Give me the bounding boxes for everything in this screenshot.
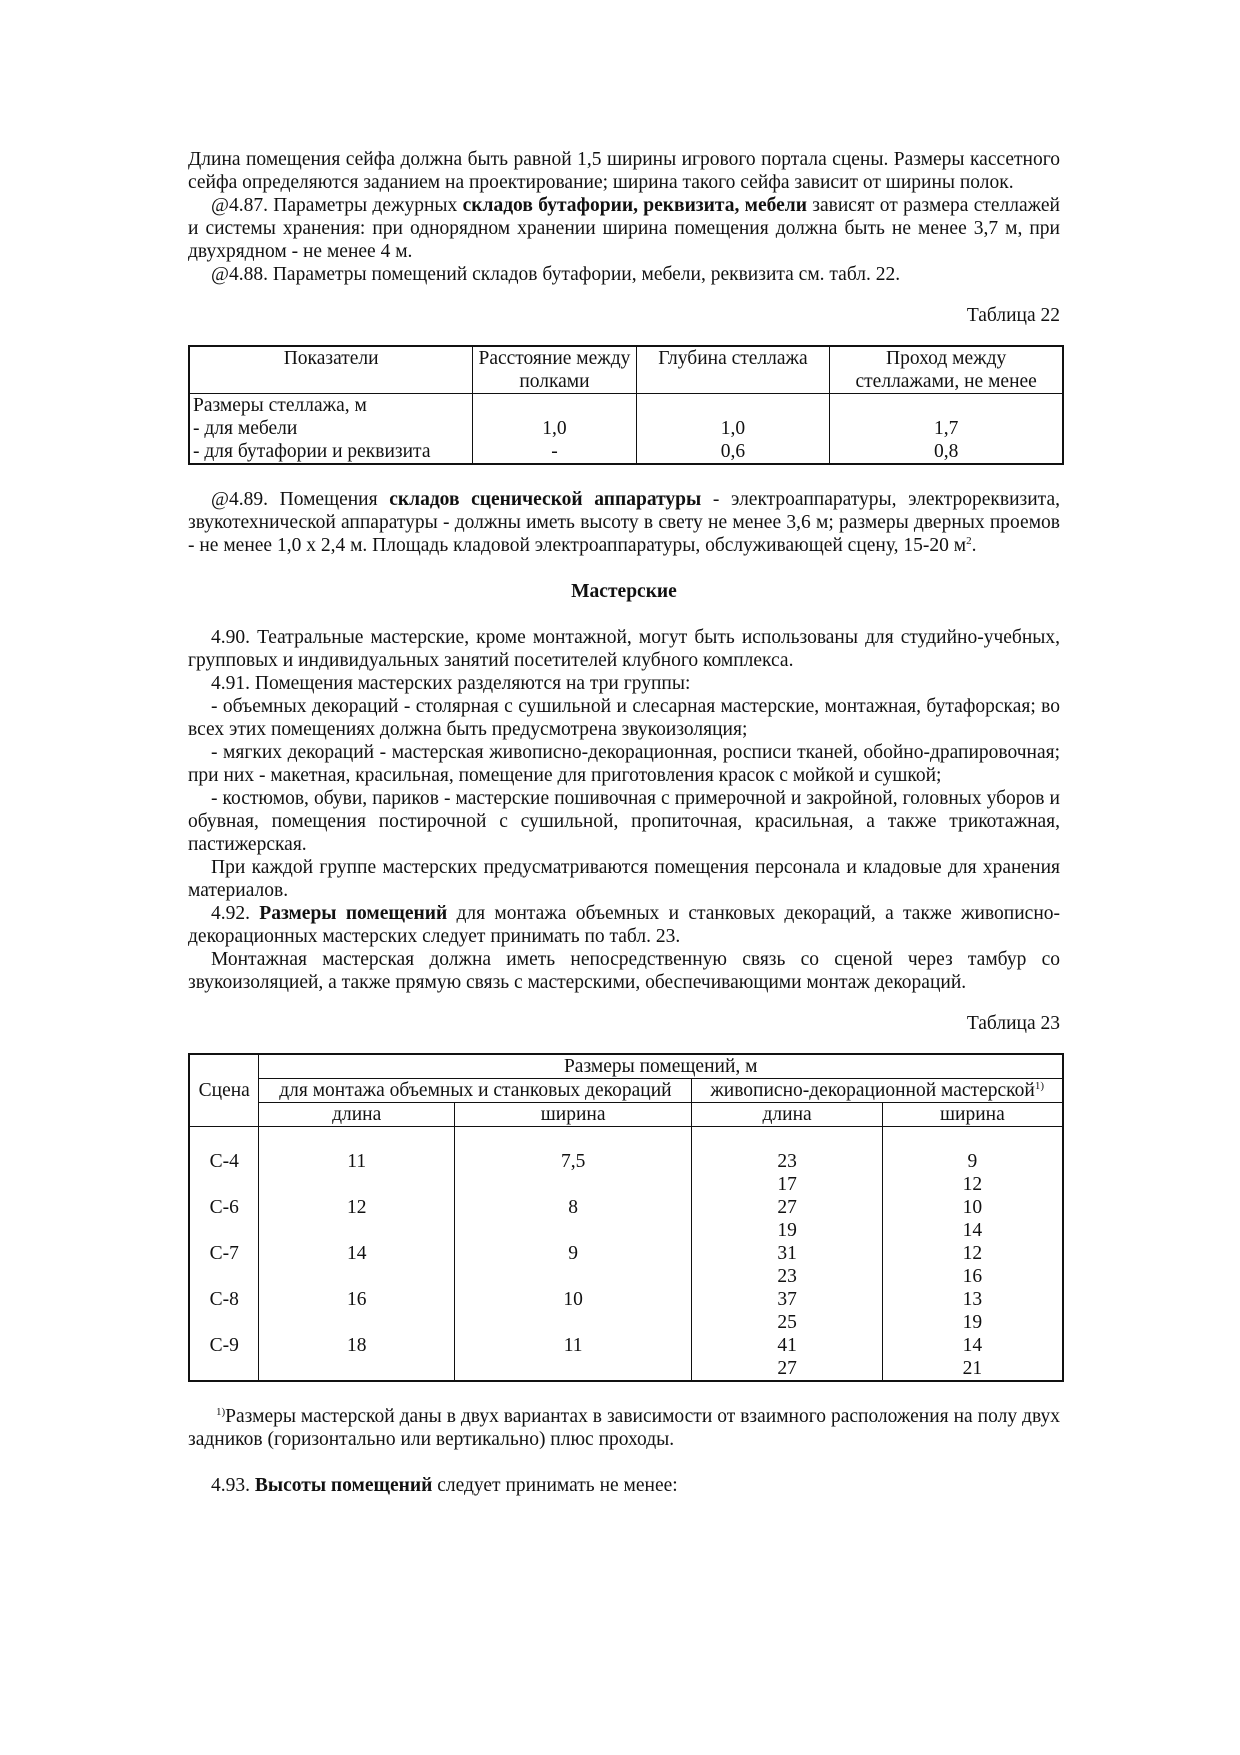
text: @4.89. Помещения xyxy=(211,489,390,510)
text: - электроаппаратуры, электрореквизита, звукотехнической аппаратуры - должны иметь высоту в свету не менее 3,6 м; размеры дверных проемов - не менее 1,0 х 2,4 м. Площадь кладовой электроаппаратуры, обслуживающей сцену, 15-20 м xyxy=(188,489,1060,556)
table-header-row xyxy=(189,1054,1063,1079)
text: зависят от размера стеллажей и системы хранения: при однорядном хранении ширина помещения должна быть не менее 3,7 м, при двухрядном - не менее 4 м. xyxy=(188,195,1060,262)
table-cell: С-4 xyxy=(209,1151,239,1172)
paragraph-4-91: 4.91. Помещения мастерских разделяются на три группы: xyxy=(211,673,691,694)
table-cell: 27 xyxy=(777,1197,797,1218)
footnote-marker: 1) xyxy=(1034,1080,1044,1092)
table-cell xyxy=(830,394,1063,418)
table-cell: 7,5 xyxy=(560,1151,586,1172)
section-heading xyxy=(188,580,1060,603)
table-header-cell xyxy=(692,1079,1063,1103)
table-cell: 27 xyxy=(777,1358,797,1379)
paragraph-4-87 xyxy=(188,194,1060,263)
table-cell: С-7 xyxy=(209,1243,239,1264)
document-page xyxy=(188,148,1060,1497)
table-header-row xyxy=(189,1079,1063,1103)
bold-text: Размеры помещений xyxy=(259,903,448,924)
table-cell: 23 xyxy=(777,1266,797,1287)
table-23 xyxy=(188,1053,1064,1382)
paragraph: Монтажная мастерская должна иметь непосредственную связь со сценой через тамбур со звукоизоляцией, а также прямую связь с мастерскими, обеспечивающими монтаж декораций. xyxy=(188,949,1060,993)
mount-length-column xyxy=(259,1127,454,1382)
paragraph-4-89 xyxy=(188,488,1060,557)
list-item: - объемных декораций - столярная с сушильной и слесарная мастерские, монтажная, бутафорская; во всех этих помещениях должна быть предусмотрена звукоизоляция; xyxy=(188,696,1060,740)
table-row xyxy=(189,440,1063,464)
list-item: - мягких декораций - мастерская живописно-декорационная, росписи тканей, обойно-драпировочная; при них - макетная, красильная, помещение для приготовления красок с мойкой и сушкой; xyxy=(188,742,1060,786)
table-cell: С-6 xyxy=(209,1197,239,1218)
paint-width-column xyxy=(882,1127,1063,1382)
table-cell: 19 xyxy=(777,1220,797,1241)
table-cell: С-8 xyxy=(209,1289,239,1310)
table-header-row xyxy=(189,1103,1063,1127)
table-cell: 12 xyxy=(346,1197,367,1218)
footnote-marker: 1) xyxy=(216,1406,226,1418)
table-cell: 9 xyxy=(568,1243,578,1264)
text: живописно-декорационной мастерской xyxy=(710,1080,1035,1101)
table-cell: 17 xyxy=(777,1174,797,1195)
table-cell: - для бутафории и реквизита xyxy=(189,440,473,464)
table-cell xyxy=(473,394,636,418)
table-cell: - xyxy=(473,440,636,464)
table-cell: 37 xyxy=(777,1289,797,1310)
table-cell: 21 xyxy=(962,1358,983,1379)
table-cell: 19 xyxy=(962,1312,983,1333)
table-row xyxy=(189,417,1063,440)
table-cell: 25 xyxy=(777,1312,797,1333)
table-22-caption: Таблица 22 xyxy=(966,305,1060,326)
table-cell: 12 xyxy=(962,1174,983,1195)
table-cell: 11 xyxy=(563,1335,583,1356)
bold-text: складов сценической аппаратуры xyxy=(389,489,702,510)
table-cell: 13 xyxy=(962,1289,983,1310)
table-header-cell: Глубина стеллажа xyxy=(636,346,830,394)
list-item: - костюмов, обуви, париков - мастерские пошивочная с примерочной и закройной, головных уборов и обувная, помещения постирочной с сушильной, пропиточная, красильная, а также трикотажная, пастижерская. xyxy=(188,788,1060,855)
table-cell: 18 xyxy=(346,1335,367,1356)
text: для монтажа объемных и станковых декораций, а также живописно-декорационных мастерских следует принимать по табл. 23. xyxy=(188,903,1061,947)
text: @4.87. Параметры дежурных xyxy=(211,195,463,216)
table-cell: - для мебели xyxy=(189,417,473,440)
table-cell: 23 xyxy=(777,1151,797,1172)
table-cell: Размеры стеллажа, м xyxy=(189,394,473,418)
table-cell: 0,8 xyxy=(830,440,1063,464)
bold-text: складов бутафории, реквизита, мебели xyxy=(462,195,807,216)
text: 4.92. xyxy=(211,903,260,924)
table-22 xyxy=(188,345,1064,465)
table-cell: 14 xyxy=(962,1220,983,1241)
table-cell: 16 xyxy=(962,1266,983,1287)
table-cell: 16 xyxy=(346,1289,367,1310)
table-header-cell: Расстояние между полками xyxy=(473,346,636,394)
paragraph-4-93 xyxy=(188,1474,1060,1497)
table-cell: 31 xyxy=(777,1243,797,1264)
table-header-cell: для монтажа объемных и станковых декораций xyxy=(259,1079,692,1103)
bold-text: Высоты помещений xyxy=(254,1475,433,1496)
table-cell: 12 xyxy=(962,1243,983,1264)
paragraph-4-92 xyxy=(188,902,1060,948)
table-cell: 10 xyxy=(962,1197,983,1218)
footnote xyxy=(188,1405,1060,1451)
table-cell: 1,0 xyxy=(473,417,636,440)
paragraph: Длина помещения сейфа должна быть равной 1,5 ширины игрового портала сцены. Размеры кассетного сейфа определяются заданием на проектирование; ширина такого сейфа зависит от ширины полок. xyxy=(188,149,1060,193)
text: . xyxy=(971,535,977,556)
paragraph-4-90: 4.90. Театральные мастерские, кроме монтажной, могут быть использованы для студийно-учебных, групповых и индивидуальных занятий посетителей клубного комплекса. xyxy=(188,627,1060,671)
paragraph: При каждой группе мастерских предусматриваются помещения персонала и кладовые для хранения материалов. xyxy=(188,857,1060,901)
paragraph-4-88: @4.88. Параметры помещений складов бутафории, мебели, реквизита см. табл. 22. xyxy=(211,264,901,285)
text: 4.93. xyxy=(211,1475,255,1496)
table-cell: С-9 xyxy=(209,1335,239,1356)
table-cell: 0,6 xyxy=(636,440,830,464)
table-cell: 10 xyxy=(563,1289,583,1310)
table-cell: 8 xyxy=(568,1197,578,1218)
table-header-cell: длина xyxy=(692,1103,883,1127)
table-23-caption: Таблица 23 xyxy=(966,1013,1060,1034)
table-header-cell: Показатели xyxy=(189,346,473,394)
table-header-cell: Сцена xyxy=(189,1054,259,1127)
mount-width-column xyxy=(454,1127,691,1382)
table-cell: 9 xyxy=(967,1151,978,1172)
table-cell: 11 xyxy=(347,1151,367,1172)
table-cell: 41 xyxy=(777,1335,797,1356)
table-header-cell: Проход между стеллажами, не менее xyxy=(830,346,1063,394)
table-header-row xyxy=(189,346,1063,394)
table-header-cell: длина xyxy=(259,1103,454,1127)
table-header-cell: ширина xyxy=(454,1103,691,1127)
scene-column xyxy=(189,1127,259,1382)
table-cell: 14 xyxy=(962,1335,983,1356)
paint-length-column xyxy=(692,1127,883,1382)
text: Размеры мастерской даны в двух вариантах в зависимости от взаимного расположения на полу двух задников (горизонтально или вертикально) плюс проходы. xyxy=(188,1406,1060,1450)
table-cell: 1,0 xyxy=(636,417,830,440)
heading-text: Мастерские xyxy=(571,581,677,602)
superscript: 2 xyxy=(966,535,972,547)
table-cell: 14 xyxy=(346,1243,367,1264)
table-header-cell: ширина xyxy=(882,1103,1063,1127)
table-row xyxy=(189,394,1063,418)
table-body xyxy=(189,1127,1063,1382)
table-header-cell: Размеры помещений, м xyxy=(259,1054,1063,1079)
table-cell xyxy=(636,394,830,418)
text: следует принимать не менее: xyxy=(432,1475,678,1496)
table-cell: 1,7 xyxy=(830,417,1063,440)
